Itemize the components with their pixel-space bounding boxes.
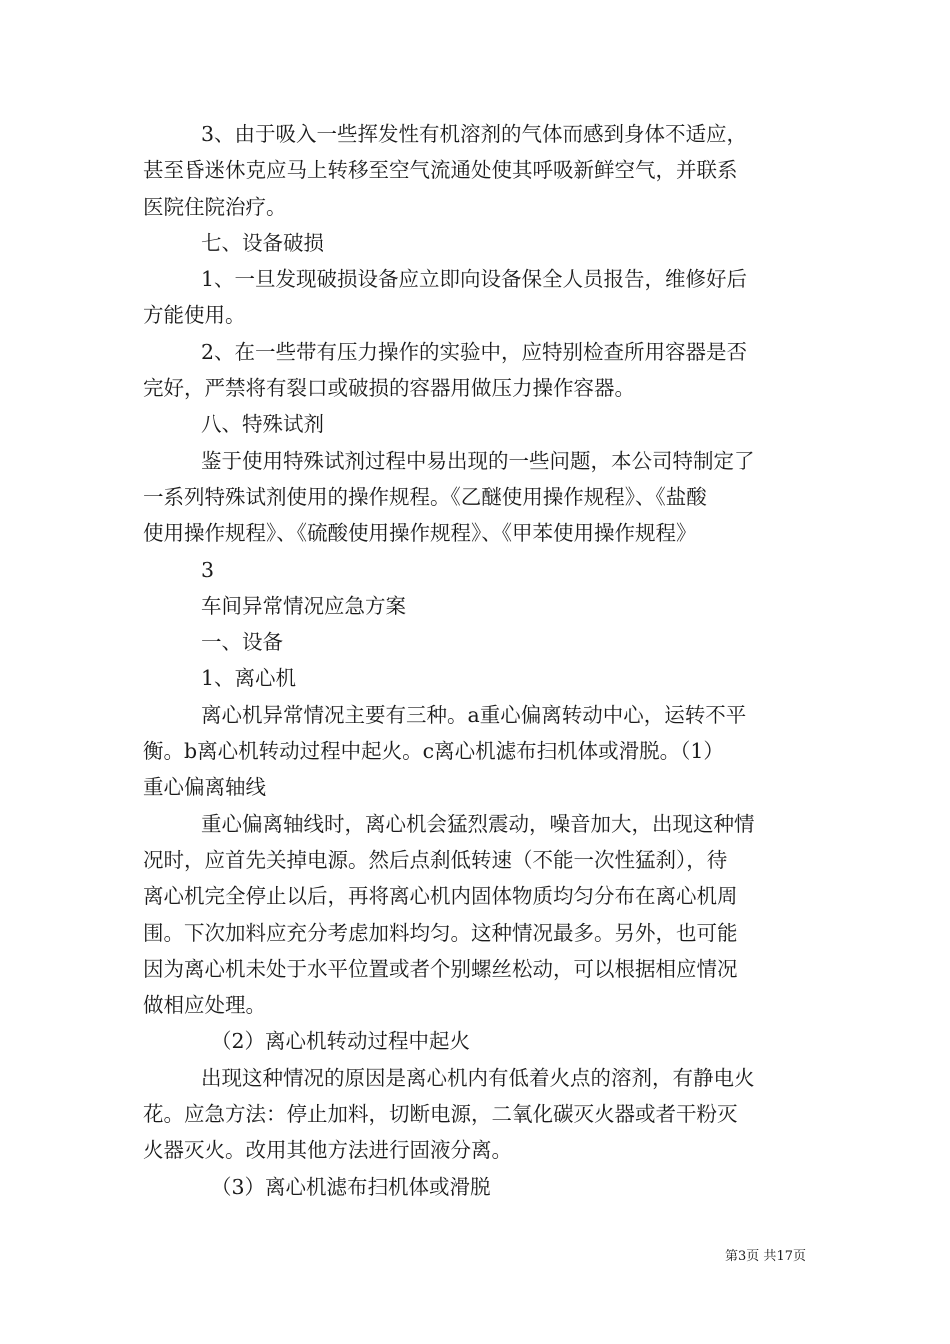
paragraph-line: 况时，应首先关掉电源。然后点刹低转速（不能一次性猛刹），待 [143,847,728,872]
paragraph-line: 2、在一些带有压力操作的实验中，应特别检查所用容器是否 [201,339,748,364]
paragraph-line: 鉴于使用特殊试剂过程中易出现的一些问题，本公司特制定了 [201,448,755,473]
paragraph-line: 一系列特殊试剂使用的操作规程。《乙醚使用操作规程》、《盐酸 [143,484,707,509]
total-page-count: 17 [776,1249,793,1264]
paragraph-line: 做相应处理。 [143,993,266,1018]
section-heading: 七、设备破损 [201,230,324,255]
paragraph-line: 医院住院治疗。 [143,194,287,219]
paragraph-line: 因为离心机未处于水平位置或者个别螺丝松动，可以根据相应情况 [143,956,738,981]
paragraph-line: 3 [201,557,215,582]
footer-suffix: 页 [792,1249,806,1264]
paragraph-line: 衡。b离心机转动过程中起火。c离心机滤布扫机体或滑脱。（1） [143,739,724,764]
paragraph-line: 使用操作规程》、《硫酸使用操作规程》、《甲苯使用操作规程》 [143,521,697,546]
paragraph-line: 3、由于吸入一些挥发性有机溶剂的气体而感到身体不适应， [201,122,748,146]
page-number-footer [725,1245,806,1264]
subsection-heading: （3）离心机滤布扫机体或滑脱 [211,1174,491,1199]
section-heading: 八、特殊试剂 [201,412,324,437]
paragraph-line: 重心偏离轴线 [143,775,266,800]
paragraph-line: 完好，严禁将有裂口或破损的容器用做压力操作容器。 [143,376,635,401]
paragraph-line: 1、一旦发现破损设备应立即向设备保全人员报告，维修好后 [201,267,748,292]
footer-prefix: 第 [725,1249,739,1264]
paragraph-line: 出现这种情况的原因是离心机内有低着火点的溶剂，有静电火 [201,1065,755,1090]
current-page-number: 3 [738,1249,747,1264]
subsection-heading: 1、离心机 [201,666,297,691]
paragraph-line: 火器灭火。改用其他方法进行固液分离。 [143,1138,512,1163]
paragraph-line: 重心偏离轴线时，离心机会猛烈震动，噪音加大，出现这种情 [201,811,755,836]
paragraph-line: 甚至昏迷休克应马上转移至空气流通处使其呼吸新鲜空气，并联系 [143,158,738,183]
paragraph-line: 离心机异常情况主要有三种。a重心偏离转动中心，运转不平 [201,702,747,727]
paragraph-line: 围。下次加料应充分考虑加料均匀。这种情况最多。另外，也可能 [143,920,738,945]
subsection-heading: （2）离心机转动过程中起火 [211,1029,471,1054]
section-heading: 一、设备 [201,630,283,655]
paragraph-line: 花。应急方法：停止加料，切断电源，二氧化碳灭火器或者干粉灭 [143,1102,738,1127]
document-body [143,116,808,1205]
document-title: 车间异常情况应急方案 [201,593,406,618]
paragraph-line: 离心机完全停止以后，再将离心机内固体物质均匀分布在离心机周 [143,884,738,909]
paragraph-line: 方能使用。 [143,303,246,328]
footer-middle: 页 共 [746,1249,777,1264]
